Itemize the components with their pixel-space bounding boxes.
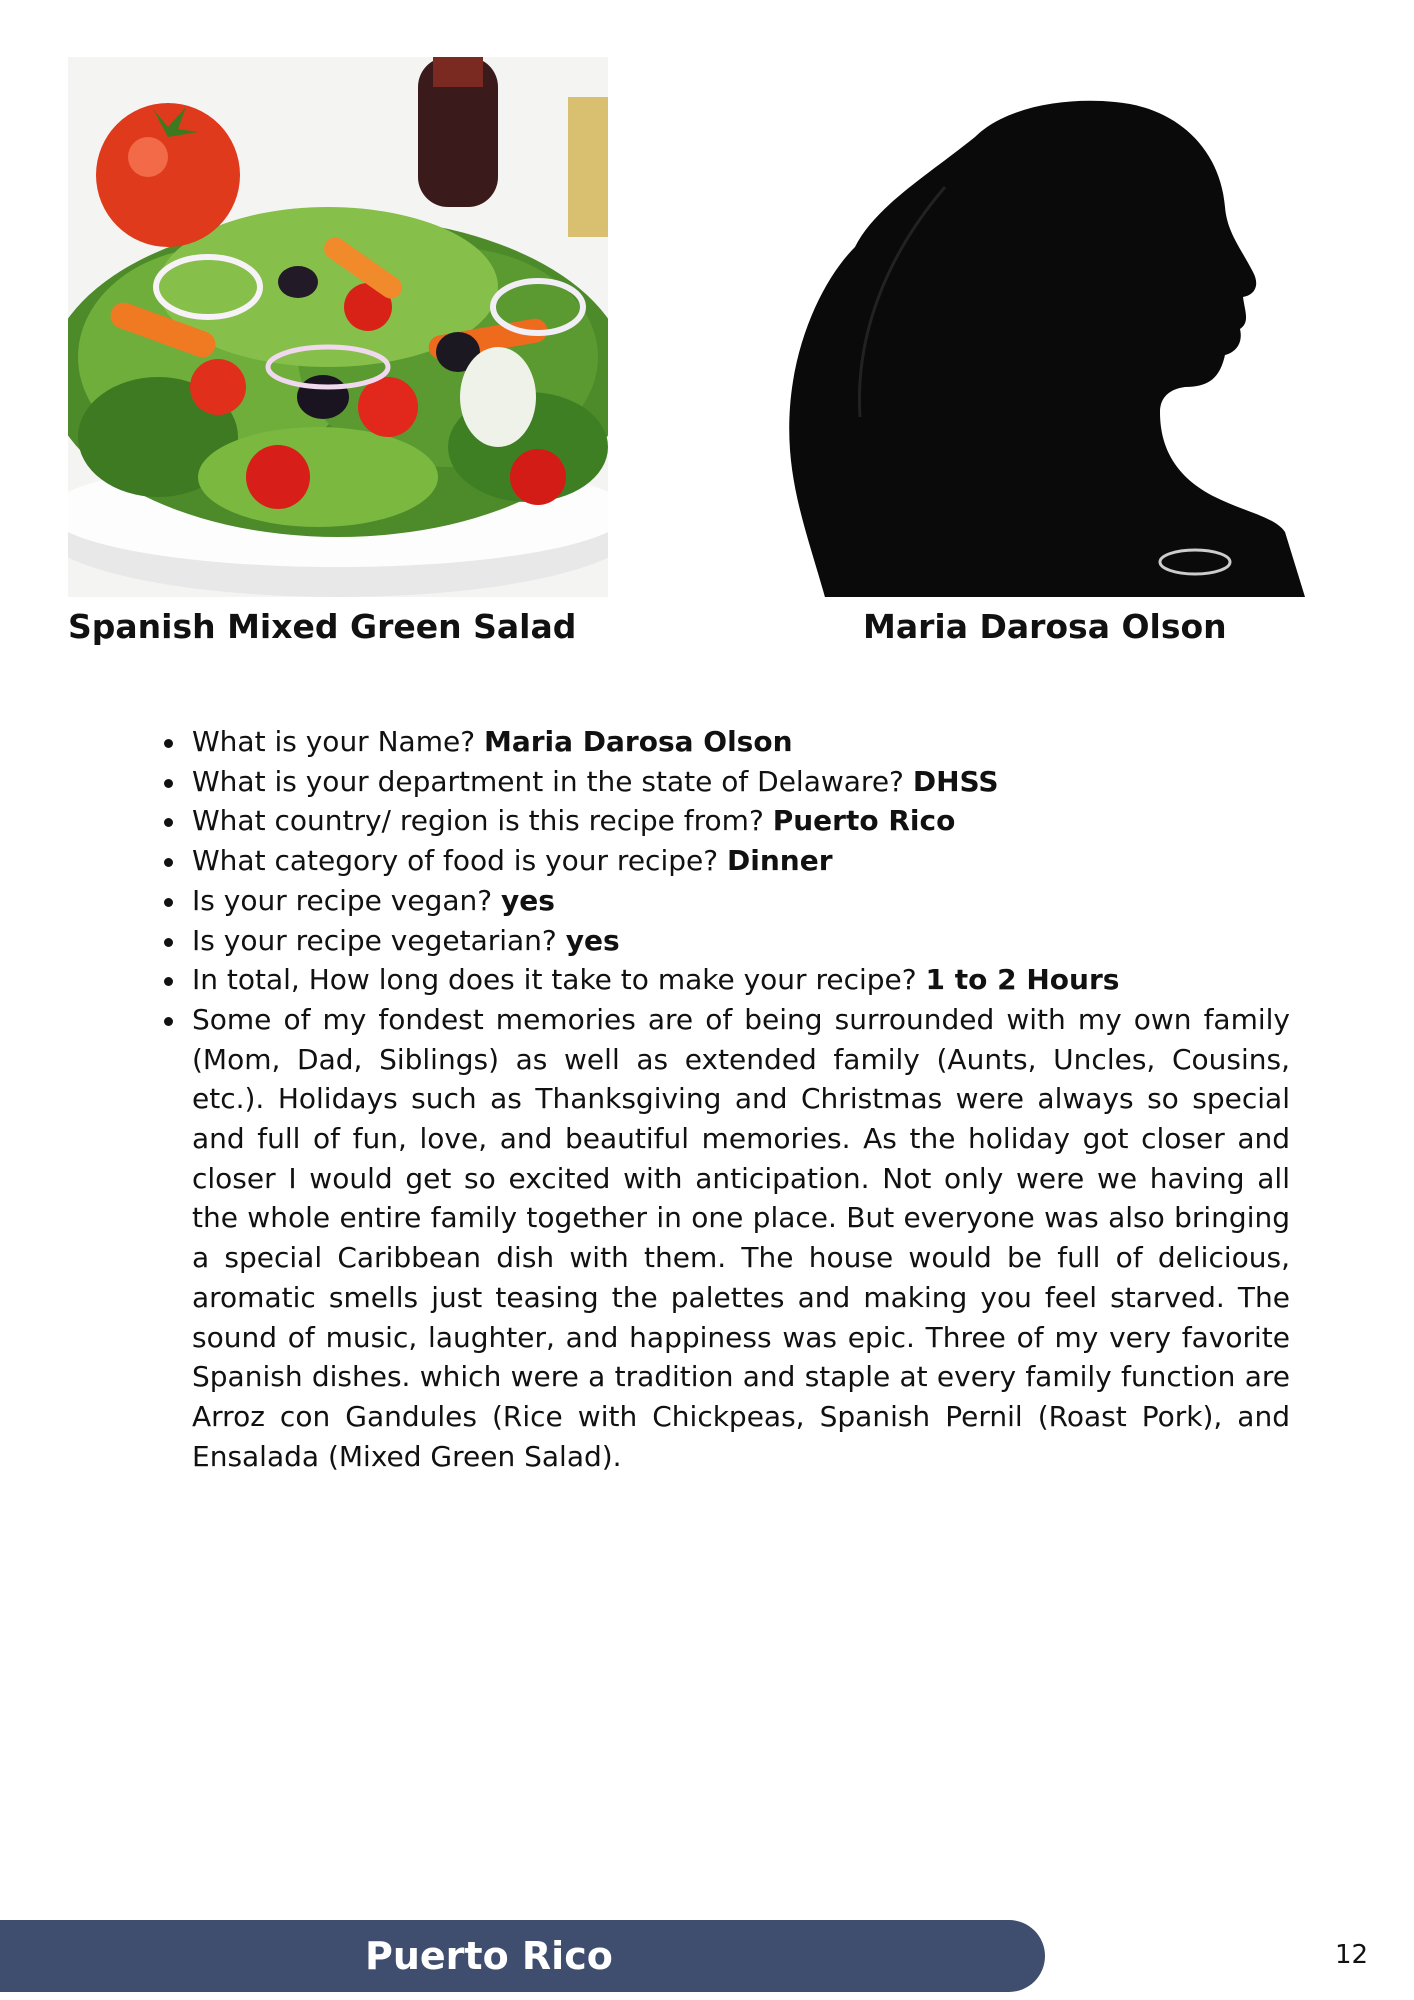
list-item [160, 801, 1290, 841]
question-text: What is your Name? [192, 725, 476, 758]
list-item [160, 762, 1290, 802]
memory-story: Some of my fondest memories are of being surrounded with my own family (Mom, Dad, Siblings) as well as extended family (Aunts, Uncles, Cousins, etc.). Holidays such as Thanksgiving and Christmas were always so special and full of fun, love, and beautiful memories. As the holiday got closer and closer I would get so excited with anticipation. Not only were we having all the whole entire family together in one place. But everyone was also bringing a special Caribbean dish with them. The house would be full of delicious, aromatic smells just teasing the palettes and making you feel starved. The sound of music, laughter, and happiness was epic. Three of my very favorite Spanish dishes. which were a tradition and staple at every family function are Arroz con Gandules (Rice with Chickpeas, Spanish Pernil (Roast Pork), and Ensalada (Mixed Green Salad). [160, 1000, 1290, 1476]
question-text: In total, How long does it take to make your recipe? [192, 963, 917, 997]
list-item [160, 960, 1290, 1000]
recipe-title: Spanish Mixed Green Salad [68, 607, 577, 646]
list-item [160, 841, 1290, 881]
answer-text: 1 to 2 Hours [925, 963, 1120, 997]
question-text: What country/ region is this recipe from? [192, 804, 764, 838]
answer-text: Maria Darosa Olson [483, 725, 793, 758]
answer-text: Puerto Rico [772, 804, 956, 838]
list-item [160, 921, 1290, 961]
person-silhouette-photo [765, 57, 1305, 597]
answer-text: DHSS [912, 764, 999, 798]
question-text: Is your recipe vegetarian? [192, 923, 557, 957]
questionnaire-list [160, 722, 1290, 1476]
footer-banner [0, 1920, 1045, 1992]
question-text: What is your department in the state of Delaware? [192, 764, 904, 798]
salad-photo [68, 57, 608, 597]
answer-text: yes [501, 883, 555, 917]
question-text: What category of food is your recipe? [192, 844, 719, 878]
footer-title: Puerto Rico [365, 1934, 613, 1978]
list-item [160, 722, 1290, 762]
question-text: Is your recipe vegan? [192, 883, 493, 917]
list-item [160, 881, 1290, 921]
page-number: 12 [1335, 1940, 1369, 1970]
contributor-name: Maria Darosa Olson [863, 607, 1227, 646]
answer-text: Dinner [727, 844, 833, 878]
answer-text: yes [565, 923, 620, 957]
